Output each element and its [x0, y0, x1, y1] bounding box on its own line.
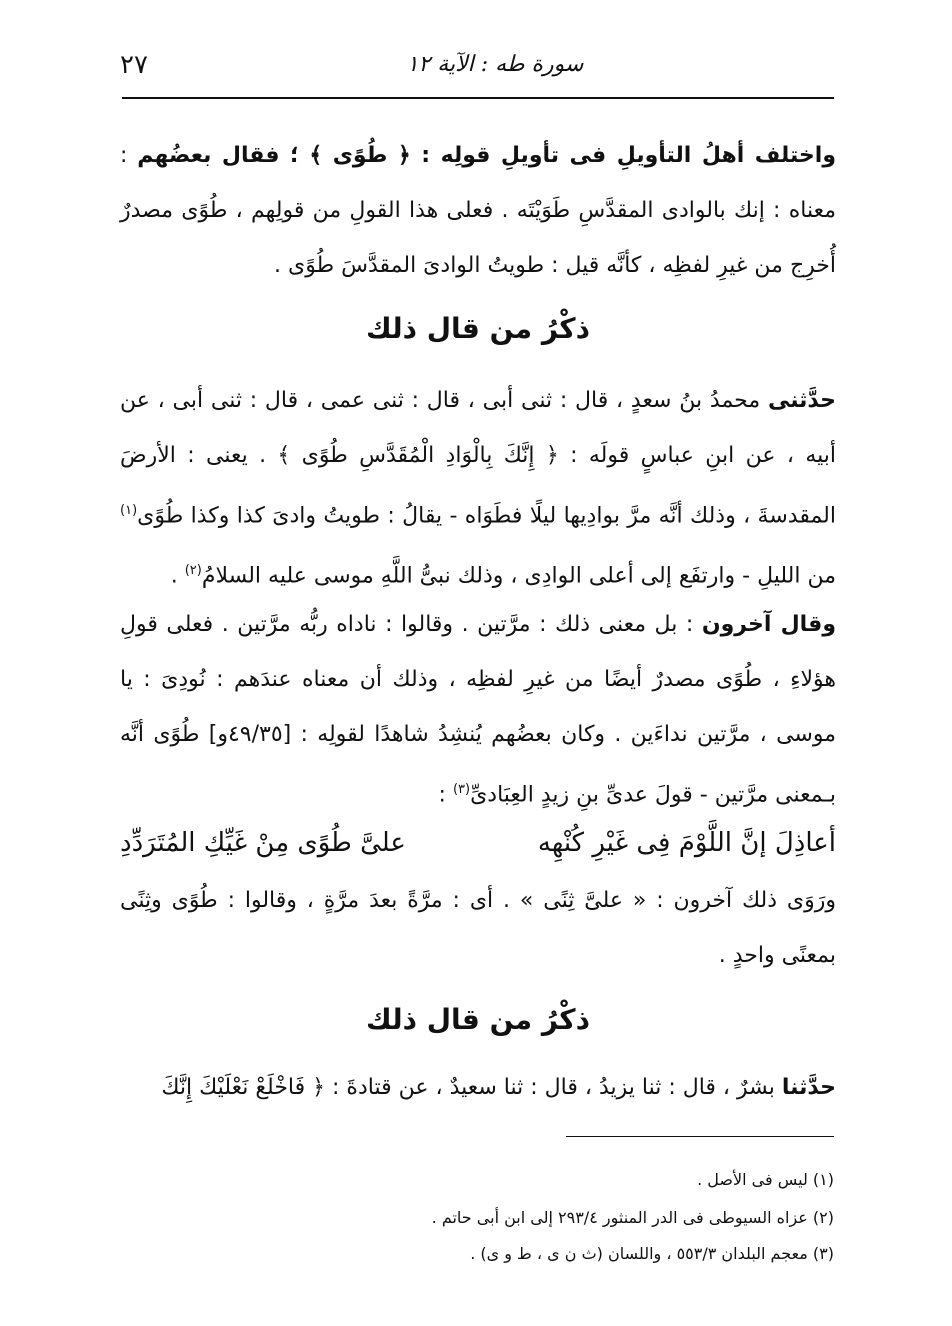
- running-title: سورة طه : الآية ١٢: [406, 52, 584, 77]
- page-number: ٢٧: [120, 50, 148, 80]
- footnote-ref: (٢): [184, 563, 202, 579]
- verse-second-hemistich: علىَّ طُوًى مِنْ غَيِّكِ المُتَرَدِّدِ: [120, 828, 406, 858]
- paragraph-lead: حدَّثنى: [767, 388, 836, 413]
- footnote: (١) ليس فى الأصل .: [697, 1170, 834, 1189]
- paragraph-end: .: [170, 563, 185, 589]
- paragraph-body: محمدُ بنُ سعدٍ ، قال : ثنى أبى ، قال : ثنى عمى ، قال : ثنى أبى ، عن أبيه ، عن ابنِ عباسٍ قولَه : ﴿ إِنَّكَ بِالْوَادِ الْمُقَدَّسِ طُوًى ﴾ . يعنى : الأرضَ المقدسةَ ، وذلك أنَّه مرَّ بوادِيها ليلًا فطَوَاه - يقالُ : طويتُ وادىَ كذا وكذا طُوًى: [120, 388, 836, 529]
- poetry-verse: [120, 828, 836, 858]
- paragraph-body: : معناه : إنك بالوادى المقدَّسِ طَوَيْتَه . فعلى هذا القولِ من قولِهم ، طُوًى مصدرٌ أُخرِج من غيرِ لفظِه ، كأنَّه قيل : طويتُ الوادىَ المقدَّسَ طُوًى .: [120, 143, 836, 278]
- paragraph-haddathani: [120, 373, 836, 604]
- paragraph-lead: حدَّثنا: [781, 1075, 836, 1100]
- section-heading: ذكْرُ من قال ذلك: [366, 312, 590, 345]
- footnote: (٢) عزاه السيوطى فى الدر المنثور ٢٩٣/٤ إلى ابن أبى حاتم .: [431, 1208, 834, 1227]
- footnote-ref: (٣): [452, 782, 471, 797]
- paragraph-rawa: ورَوَى ذلك آخرون : « علىَّ ثِنًى » . أى : مرَّةً بعدَ مرَّةٍ ، وقالوا : طُوًى وثِنًى بمعنًى واحدٍ .: [120, 888, 836, 968]
- paragraph-lead: وقال آخرون: [701, 612, 836, 637]
- section-heading: ذكْرُ من قال ذلك: [366, 1003, 590, 1036]
- footnote: (٣) معجم البلدان ٥٥٣/٣ ، واللسان (ث ن ى ، ط و ى) .: [470, 1244, 834, 1263]
- paragraph-ikhtalafa: [120, 128, 836, 293]
- paragraph-body: بشرٌ ، قال : ثنا يزيدُ ، قال : ثنا سعيدٌ ، عن قتادةَ : ﴿ فَاخْلَعْ نَعْلَيْكَ إِنَّكَ: [161, 1075, 782, 1100]
- paragraph-body: من الليلِ - وارتفَع إلى أعلى الوادِى ، وذلك نبىُّ اللَّهِ موسى عليه السلامُ: [201, 563, 836, 589]
- paragraph-lead: واختلف أهلُ التأويلِ فى تأويلِ قولِه : ﴿ طُوًى ﴾ ؛ فقال بعضُهم: [137, 143, 836, 168]
- paragraph-body: : بل معنى ذلك : مرَّتين . وقالوا : ناداه ربُّه مرَّتين . فعلى قولِ هؤلاءِ ، طُوًى مصدرٌ أيضًا من غيرِ لفظِه ، وذلك أن معناه عندَهم : نُودِىَ : يا موسى ، مرَّتين نداءَين . وكان بعضُهم يُنشِدُ شاهدًا لقولِه : [٤٩/٣٥و] طُوًى أنَّه بـمعنى مرَّتين - قولَ عدىِّ بنِ زيدٍ العِبَادىِّ: [120, 612, 836, 808]
- paragraph-haddathana: [120, 1060, 836, 1115]
- header-divider: [122, 97, 834, 99]
- verse-first-hemistich: أعاذِلَ إنَّ اللَّوْمَ فِى غَيْرِ كُنْهِه: [537, 828, 836, 858]
- paragraph-qala-akharun: [120, 597, 836, 822]
- footnote-ref: (١): [120, 503, 138, 518]
- footnote-divider: [566, 1136, 834, 1137]
- paragraph-end: :: [438, 782, 453, 808]
